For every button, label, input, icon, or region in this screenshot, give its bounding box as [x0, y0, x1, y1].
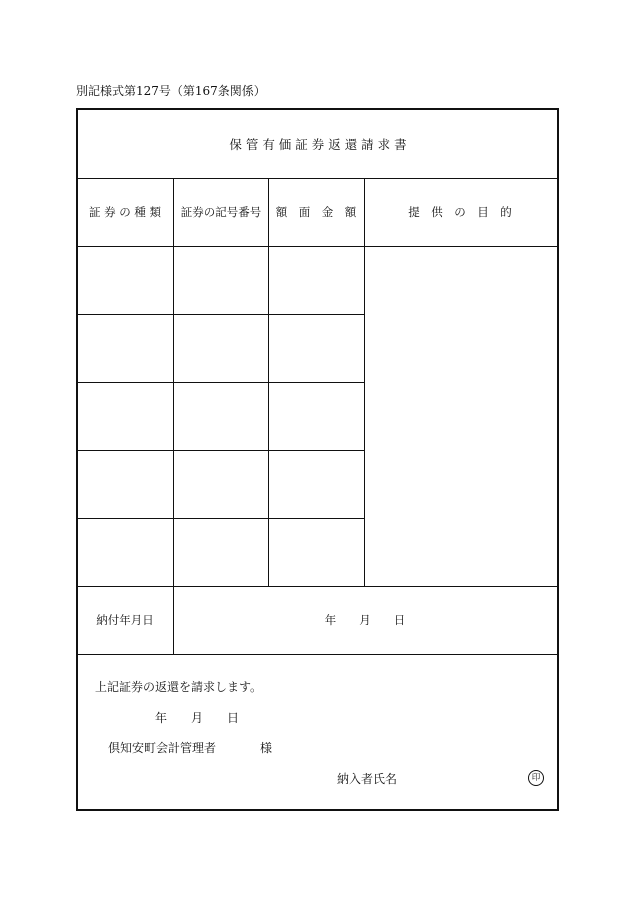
payment-date-label: 納付年月日: [96, 613, 154, 627]
payer-name-label: 納入者氏名: [337, 772, 398, 786]
rule-row-2: [78, 382, 364, 383]
rule-header: [78, 246, 557, 247]
request-form: [76, 108, 559, 811]
rule-col-1: [173, 178, 174, 654]
rule-row-4: [78, 518, 364, 519]
request-statement: 上記証券の返還を請求します。: [95, 680, 263, 694]
addressee-honorific: 様: [260, 741, 273, 755]
form-title: 保 管 有 価 証 券 返 還 請 求 書: [229, 137, 407, 152]
rule-row-3: [78, 450, 364, 451]
rule-col-2: [268, 178, 269, 586]
rule-payment-date: [78, 654, 557, 655]
seal-mark: 印: [528, 770, 544, 786]
form-number: 別記様式第127号（第167条関係）: [76, 84, 266, 98]
rule-title: [78, 178, 557, 179]
payment-date-value[interactable]: 年 月 日: [324, 613, 406, 627]
rule-col-3: [364, 178, 365, 586]
rule-rows-end: [78, 586, 557, 587]
header-face-amount: 額 面 金 額: [275, 205, 357, 219]
addressee: 倶知安町会計管理者: [108, 741, 217, 755]
header-security-number: 証券の記号番号: [180, 205, 262, 219]
request-date[interactable]: 年 月 日: [155, 711, 240, 725]
header-security-type: 証 券 の 種 類: [88, 205, 162, 219]
rule-row-1: [78, 314, 364, 315]
header-purpose: 提 供 の 目 的: [408, 205, 512, 219]
